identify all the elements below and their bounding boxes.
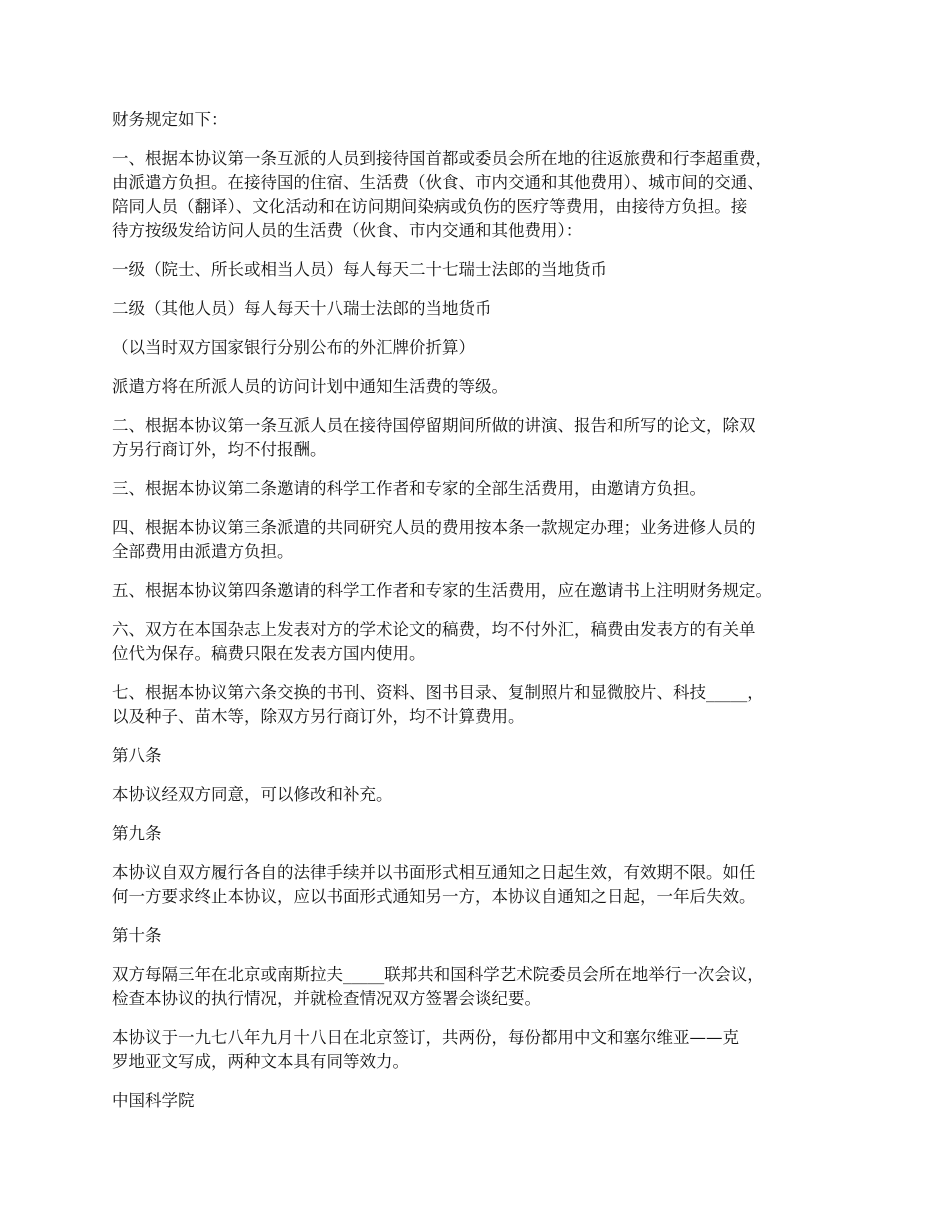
- text-line: 派遣方将在所派人员的访问计划中通知生活费的等级。: [112, 377, 508, 396]
- text-line: 全部费用由派遣方负担。: [112, 542, 294, 561]
- text-line: 三、根据本协议第二条邀请的科学工作者和专家的全部生活费用，由邀请方负担。: [112, 479, 706, 498]
- text-line: 罗地亚文写成，两种文本具有同等效力。: [112, 1052, 409, 1071]
- text-line: 四、根据本协议第三条派遣的共同研究人员的费用按本条一款规定办理；业务进修人员的: [112, 518, 756, 537]
- paragraph: [112, 579, 854, 603]
- text-line: 五、根据本协议第四条邀请的科学工作者和专家的生活费用，应在邀请书上注明财务规定。: [112, 581, 772, 600]
- text-line: 七、根据本协议第六条交换的书刊、资料、图书目录、复制照片和显微胶片、科技_____，: [112, 683, 764, 702]
- text-line: （以当时双方国家银行分别公布的外汇牌价折算）: [112, 338, 475, 357]
- text-line: 待方按级发给访问人员的生活费（伙食、市内交通和其他费用）：: [112, 221, 583, 240]
- text-line: 二、根据本协议第一条互派人员在接待国停留期间所做的讲演、报告和所写的论文，除双: [112, 416, 756, 435]
- paragraph: [112, 963, 854, 1011]
- text-line: 第九条: [112, 824, 162, 843]
- paragraph: [112, 375, 854, 399]
- text-line: 陪同人员（翻译）、文化活动和在访问期间染病或负伤的医疗等费用，由接待方负担。接: [112, 197, 748, 216]
- text-line: 财务规定如下：: [112, 110, 228, 129]
- text-line: 以及种子、苗木等，除双方另行商订外，均不计算费用。: [112, 707, 525, 726]
- paragraph: [112, 861, 854, 909]
- paragraph: [112, 336, 854, 360]
- paragraph: [112, 681, 854, 729]
- text-line: 一级（院士、所长或相当人员）每人每天二十七瑞士法郎的当地货币: [112, 260, 607, 279]
- text-line: 何一方要求终止本协议，应以书面形式通知另一方，本协议自通知之日起，一年后失效。: [112, 887, 756, 906]
- text-line: 中国科学院: [112, 1091, 195, 1110]
- text-line: 检查本协议的执行情况，并就检查情况双方签署会谈纪要。: [112, 989, 541, 1008]
- paragraph: [112, 744, 854, 768]
- text-line: 位代为保存。稿费只限在发表方国内使用。: [112, 644, 426, 663]
- paragraph: [112, 516, 854, 564]
- text-line: 二级（其他人员）每人每天十八瑞士法郎的当地货币: [112, 299, 492, 318]
- paragraph: [112, 147, 854, 243]
- paragraph: [112, 1026, 854, 1074]
- text-line: 双方每隔三年在北京或南斯拉夫_____联邦共和国科学艺术院委员会所在地举行一次会议，: [112, 965, 764, 984]
- paragraph: [112, 822, 854, 846]
- paragraph: [112, 783, 854, 807]
- paragraph: [112, 477, 854, 501]
- text-line: 六、双方在本国杂志上发表对方的学术论文的稿费，均不付外汇，稿费由发表方的有关单: [112, 620, 756, 639]
- text-line: 第十条: [112, 926, 162, 945]
- text-line: 由派遣方负担。在接待国的住宿、生活费（伙食、市内交通和其他费用）、城市间的交通、: [112, 173, 764, 192]
- text-line: 本协议于一九七八年九月十八日在北京签订，共两份，每份都用中文和塞尔维亚——克: [112, 1028, 739, 1047]
- text-line: 一、根据本协议第一条互派的人员到接待国首都或委员会所在地的往返旅费和行李超重费，: [112, 149, 772, 168]
- paragraph: [112, 258, 854, 282]
- text-line: 本协议经双方同意，可以修改和补充。: [112, 785, 393, 804]
- text-line: 方另行商订外，均不付报酬。: [112, 440, 327, 459]
- paragraph: [112, 108, 854, 132]
- paragraph: [112, 924, 854, 948]
- paragraph: [112, 414, 854, 462]
- paragraph: [112, 297, 854, 321]
- text-line: 第八条: [112, 746, 162, 765]
- paragraph: [112, 1089, 854, 1113]
- paragraph: [112, 618, 854, 666]
- text-line: 本协议自双方履行各自的法律手续并以书面形式相互通知之日起生效，有效期不限。如任: [112, 863, 756, 882]
